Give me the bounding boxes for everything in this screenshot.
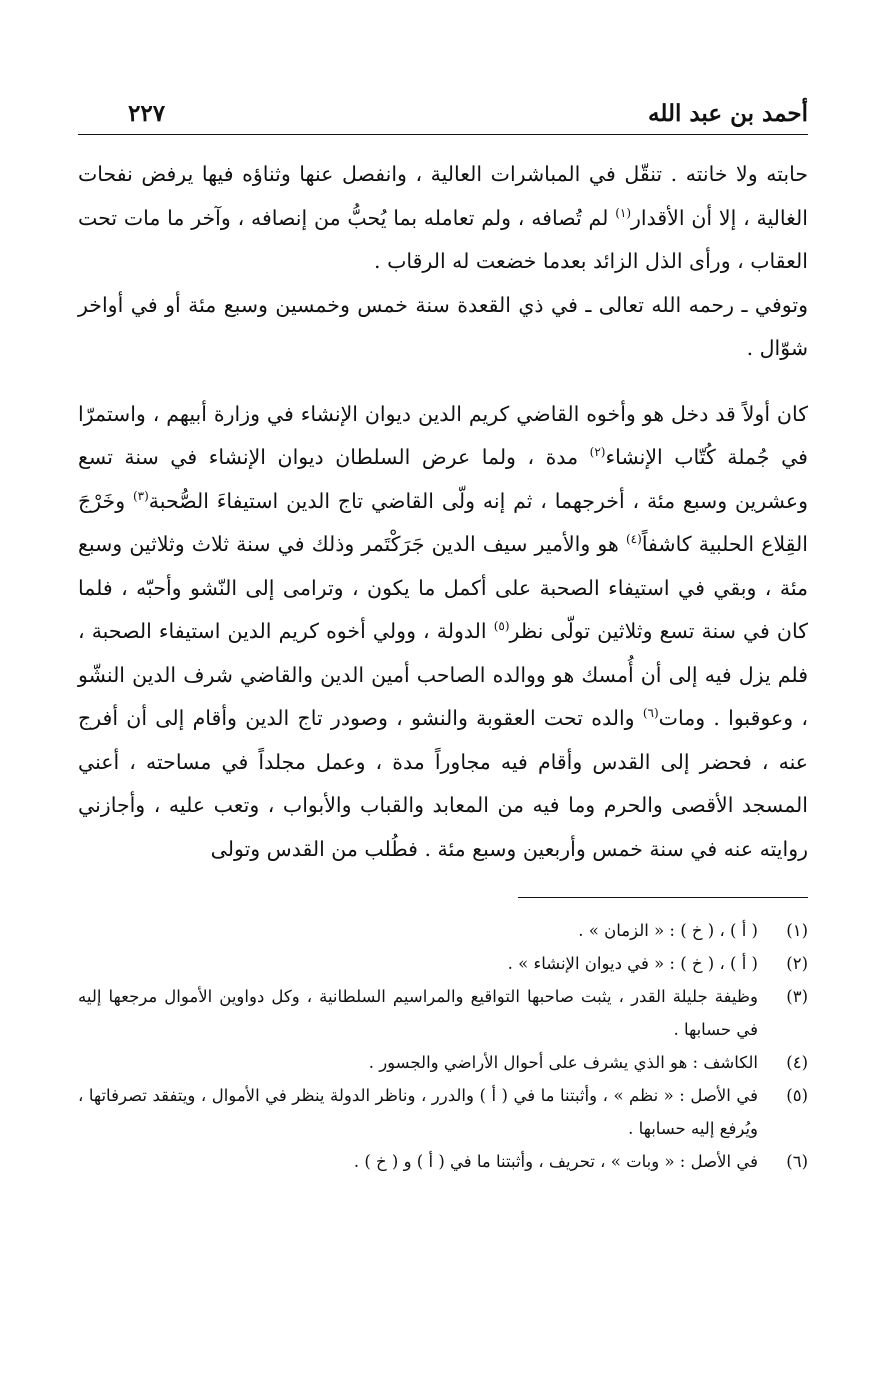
footnote-marker-1[interactable]: (١) bbox=[615, 205, 632, 220]
footnote-text: ( أ ) ، ( خ ) : « الزمان » . bbox=[578, 921, 758, 940]
footnote-number: (١) bbox=[786, 921, 808, 940]
paragraph-1 bbox=[78, 153, 808, 284]
footnote-text: في الأصل : « وبات » ، تحريف ، وأثبتنا ما في ( أ ) و ( خ ) . bbox=[353, 1152, 758, 1171]
paragraph-3-text-d: هو والأمير سيف الدين جَرَكْتَمر وذلك في سنة ثلاث وثلاثين وسبع مئة ، وبقي في استيفاء الصحبة على أكمل ما يكون ، وترامى إلى النّشو وأحبّه ، فلما كان في سنة تسع وثلاثين تولّى نظر bbox=[78, 532, 808, 643]
footnote-number: (٢) bbox=[786, 954, 808, 973]
paragraph-3-text-f: والده تحت العقوبة والنشو ، وصودر تاج الدين وأقام إلى أن أفرج عنه ، فحضر إلى القدس وأقام فيه مجاوراً مدة ، وعمل مجلداً في مساحته ، أعني المسجد الأقصى والحرم وما فيه من المعابد والقباب والأبواب ، وتعب عليه ، وأجازني روايته عنه في سنة خمس وأربعين وسبع مئة . فطُلب من القدس وتولى bbox=[78, 706, 808, 861]
footnote-number: (٣) bbox=[786, 987, 808, 1006]
paragraph-1-text-b: لم تُصافه ، ولم تعامله بما يُحبُّ من إنصافه ، وآخر ما مات تحت العقاب ، ورأى الذل الزائد بعدما خضعت له الرقاب . bbox=[78, 205, 808, 273]
paragraph-3-text-e: الدولة ، وولي أخوه كريم الدين استيفاء الصحبة ، فلم يزل فيه إلى أن أُمسك هو ووالده الصاحب أمين الدين والقاضي شرف الدين النشّو ، وعوقبوا . ومات bbox=[78, 619, 809, 730]
footnote-number: (٦) bbox=[786, 1152, 808, 1171]
paragraph-2: وتوفي ـ رحمه الله تعالى ـ في ذي القعدة سنة خمس وخمسين وسبع مئة أو في أواخر شوّال . bbox=[78, 292, 808, 360]
footnote-text: في الأصل : « نظم » ، وأثبتنا ما في ( أ ) والدرر ، وناظر الدولة ينظر في الأموال ، ويتفقد تصرفاتها ، ويُرفع إليه حسابها . bbox=[78, 1086, 758, 1138]
footnote-text: ( أ ) ، ( خ ) : « في ديوان الإنشاء » . bbox=[507, 954, 758, 973]
header-rule bbox=[78, 134, 808, 135]
running-header bbox=[78, 96, 808, 132]
paragraph-3-text-c: وخَرْجَ القِلاع الحلبية كاشفاً bbox=[78, 488, 808, 556]
page-number: ٢٢٧ bbox=[128, 100, 166, 127]
footnote-marker-6[interactable]: (٦) bbox=[642, 706, 659, 721]
paragraph-3-text-a: كان أولاً قد دخل هو وأخوه القاضي كريم الدين ديوان الإنشاء في وزارة أبيهم ، واستمرّا في جُملة كُتّاب الإنشاء bbox=[78, 401, 808, 469]
footnote bbox=[78, 1145, 808, 1178]
footnotes bbox=[78, 914, 808, 1178]
footnote-number: (٥) bbox=[786, 1086, 808, 1105]
paragraph-1-text-a: حابته ولا خانته . تنقّل في المباشرات العالية ، وانفصل عنها وثناؤه فيها يرفض نفحات الغالية ، إلا أن الأقدار bbox=[78, 162, 808, 230]
footnote-text: الكاشف : هو الذي يشرف على أحوال الأراضي والجسور . bbox=[368, 1053, 758, 1072]
footnote bbox=[78, 1046, 808, 1079]
paragraph-3-text-b: مدة ، ولما عرض السلطان ديوان الإنشاء في سنة تسع وعشرين وسبع مئة ، أخرجهما ، ثم إنه ولّى القاضي تاج الدين استيفاءَ الصُّحبة bbox=[78, 445, 808, 513]
footnote-text: وظيفة جليلة القدر ، يثبت صاحبها التواقيع والمراسيم السلطانية ، وكل دواوين الأموال مرجعها إليه في حسابها . bbox=[78, 987, 758, 1039]
footnote-marker-5[interactable]: (٥) bbox=[493, 619, 510, 634]
footnote-marker-3[interactable]: (٣) bbox=[132, 488, 149, 503]
running-title: أحمد بن عبد الله bbox=[648, 100, 808, 127]
main-text bbox=[78, 153, 808, 871]
paragraph-3 bbox=[78, 393, 808, 872]
footnote-rule bbox=[518, 897, 808, 898]
footnote bbox=[78, 947, 808, 980]
footnote-marker-2[interactable]: (٢) bbox=[589, 445, 606, 460]
footnote bbox=[78, 914, 808, 947]
footnote-number: (٤) bbox=[786, 1053, 808, 1072]
footnote bbox=[78, 980, 808, 1046]
book-page bbox=[78, 96, 808, 1178]
footnote-marker-4[interactable]: (٤) bbox=[625, 532, 642, 547]
footnote bbox=[78, 1079, 808, 1145]
